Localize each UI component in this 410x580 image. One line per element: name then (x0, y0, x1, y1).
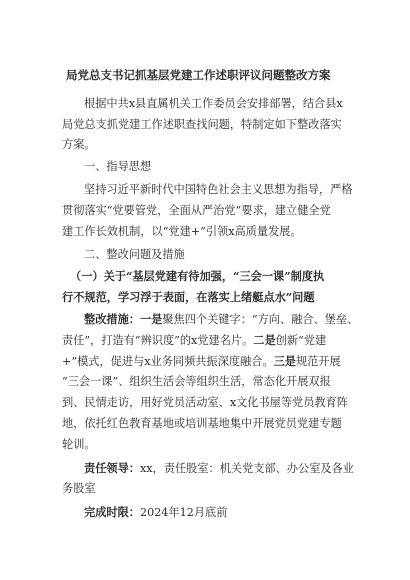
measure-text-2b: 创新“党建 (275, 334, 327, 347)
measure-text-2: 责任”，打造有“辨识度”的x党建名片。 (62, 334, 254, 347)
measures-line-7: 轮训。 (62, 438, 96, 451)
measures-line-4: “三会一课”、组织生活会等组织生活，常态化开展双报 (62, 375, 331, 388)
measure-text-3: +”模式，促进与x业务同频共振深度融合。 (62, 355, 274, 368)
subheading-line-1: （一）关于“基层党建有待加强，“三会一课”制度执 (70, 269, 325, 283)
section1-line-3: 建工作长效机制，以“党建+”引领x高质量发展。 (62, 225, 302, 238)
deadline-label: 完成时限： (84, 505, 140, 519)
section-heading-2: 二、整改问题及措施 (84, 248, 185, 261)
measure-marker-1: 一是 (139, 312, 163, 326)
measure-marker-2: 二是 (253, 333, 276, 347)
measures-line-6: 地，依托红色教育基地或培训基地集中开展党员党建专题 (62, 417, 342, 430)
responsible-label: 责任领导： (84, 461, 140, 475)
document-title: 局党总支书记抓基层党建工作述职评议问题整改方案 (66, 68, 331, 82)
measure-text-3b: 规范开展 (295, 355, 341, 368)
section1-line-2: 贯彻落实“党要管党，全面从严治党”要求，建立健全党 (62, 204, 331, 217)
subheading-line-2: 行不规范，学习浮于表面，在落实上绪艇点水”问题 (62, 290, 315, 304)
deadline-line (84, 504, 384, 521)
measure-text-1: 聚焦四个关键字：“方向、融合、堡垒、 (162, 313, 359, 326)
responsible-line-2: 务股室 (62, 482, 96, 495)
measures-line-2 (62, 332, 362, 349)
responsible-value: xx，责任股室：机关党支部、办公室及各业 (139, 462, 354, 475)
measures-line-3 (62, 353, 362, 370)
intro-line-2: 局党总支抓党建工作述职查找问题，特制定如下整改落实 (62, 118, 342, 131)
measures-line-5: 到、民情走访，用好党员活动室、x文化书屋等党员教育阵 (62, 396, 348, 409)
intro-line-3: 方案。 (62, 138, 96, 151)
measures-line-1 (84, 311, 384, 328)
measure-marker-3: 三是 (273, 354, 296, 368)
section1-line-1: 坚持习近平新时代中国特色社会主义思想为指导，严格 (84, 183, 353, 196)
responsible-line-1 (84, 460, 384, 477)
measures-label: 整改措施： (84, 312, 140, 326)
intro-line-1: 根据中共x县直属机关工作委员会安排部署，结合县x (84, 97, 343, 110)
deadline-value: 2024年12月底前 (139, 506, 228, 519)
section-heading-1: 一、指导思想 (84, 160, 152, 173)
